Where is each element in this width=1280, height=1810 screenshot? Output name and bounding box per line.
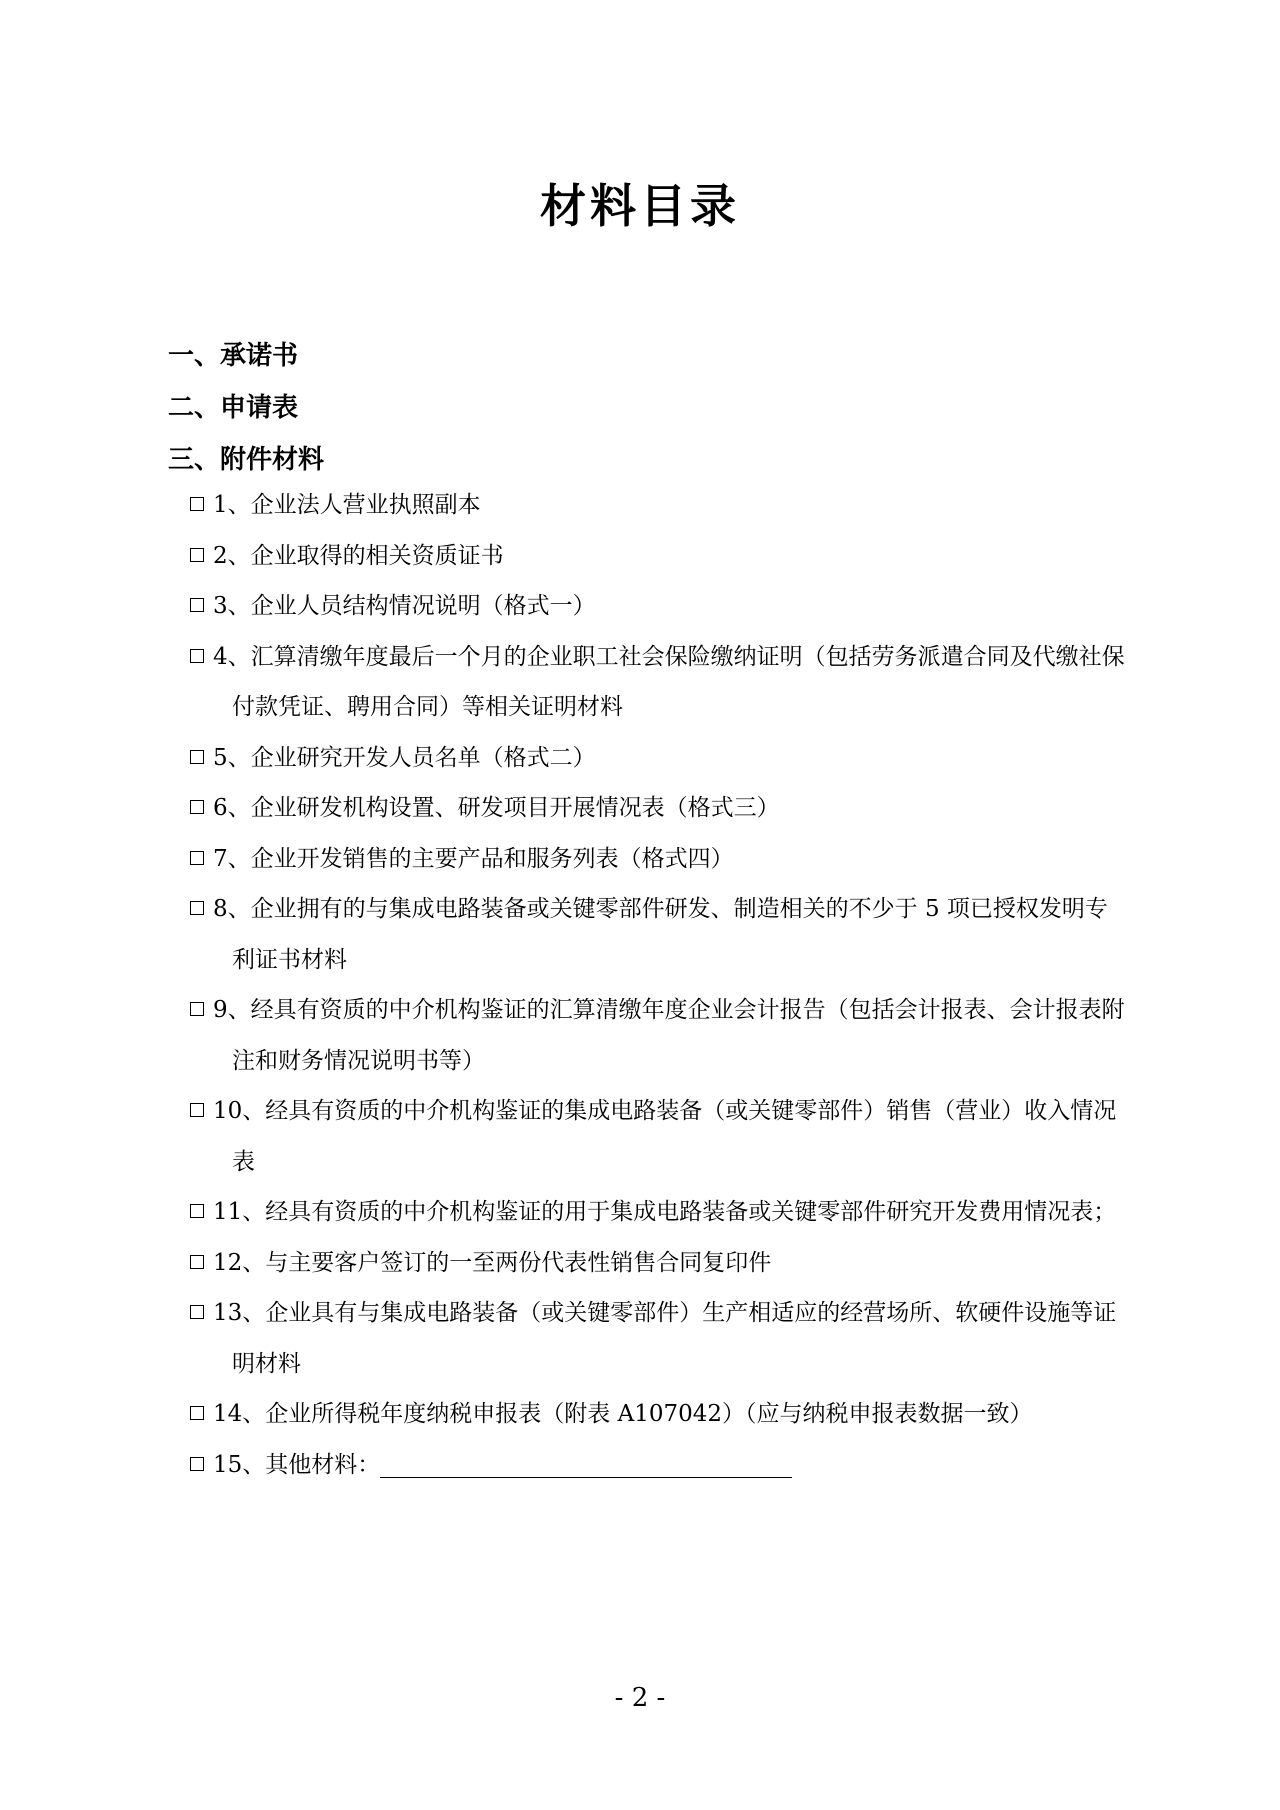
checklist-item (190, 480, 1130, 531)
checklist-item (190, 1440, 1130, 1491)
checklist-item (190, 1238, 1130, 1289)
document-title: 材料目录 (540, 179, 740, 233)
checklist-item-label: 8、企业拥有的与集成电路装备或关键零部件研发、制造相关的不少于 5 项已授权发明专利证书材料 (213, 896, 1108, 973)
checklist-item (190, 783, 1130, 834)
section-list (168, 330, 324, 486)
checkbox-icon[interactable] (190, 598, 204, 612)
checkbox-icon[interactable] (190, 1255, 204, 1269)
checkbox-icon[interactable] (190, 548, 204, 562)
checkbox-icon[interactable] (190, 851, 204, 865)
checkbox-icon[interactable] (190, 497, 204, 511)
checklist-item-label: 5、企业研究开发人员名单（格式二） (213, 744, 596, 771)
checklist-item (190, 884, 1130, 985)
checklist-item (190, 531, 1130, 582)
checklist-item-label: 6、企业研发机构设置、研发项目开展情况表（格式三） (213, 795, 780, 821)
checkbox-icon[interactable] (190, 1204, 204, 1218)
other-materials-blank-line[interactable] (380, 1476, 792, 1478)
checklist-item-label: 1、企业法人营业执照副本 (213, 492, 481, 518)
checklist-item-label: 7、企业开发销售的主要产品和服务列表（格式四） (213, 845, 734, 872)
checklist-item-label: 13、企业具有与集成电路装备（或关键零部件）生产相适应的经营场所、软硬件设施等证明材料 (213, 1300, 1117, 1377)
checklist-item-label: 9、经具有资质的中介机构鉴证的汇算清缴年度企业会计报告（包括会计报表、会计报表附注和财务情况说明书等） (213, 997, 1125, 1074)
checklist-item-label: 15、其他材料： (213, 1451, 381, 1478)
checkbox-icon[interactable] (190, 1457, 204, 1471)
checklist-item (190, 581, 1130, 632)
checkbox-icon[interactable] (190, 1305, 204, 1319)
attachment-checklist (190, 480, 1130, 1490)
checklist-item-label: 2、企业取得的相关资质证书 (213, 542, 504, 569)
checklist-item (190, 733, 1130, 784)
checkbox-icon[interactable] (190, 649, 204, 663)
checkbox-icon[interactable] (190, 901, 204, 915)
checklist-item (190, 1187, 1130, 1238)
checklist-item (190, 1086, 1130, 1187)
section-commitment: 一、承诺书 (168, 341, 299, 371)
checklist-item (190, 985, 1130, 1086)
checklist-item-label: 14、企业所得税年度纳税申报表（附表 A107042）（应与纳税申报表数据一致） (213, 1401, 1033, 1427)
section-application-form: 二、申请表 (168, 393, 299, 423)
checklist-item (190, 1389, 1130, 1440)
checklist-item (190, 1288, 1130, 1389)
checkbox-icon[interactable] (190, 1103, 204, 1117)
section-attachments: 三、附件材料 (168, 445, 325, 475)
checklist-item-label: 4、汇算清缴年度最后一个月的企业职工社会保险缴纳证明（包括劳务派遣合同及代缴社保付款凭证、聘用合同）等相关证明材料 (213, 643, 1125, 720)
checkbox-icon[interactable] (190, 1002, 204, 1016)
checkbox-icon[interactable] (190, 800, 204, 814)
checklist-item (190, 632, 1130, 733)
checklist-item-label: 11、经具有资质的中介机构鉴证的用于集成电路装备或关键零部件研究开发费用情况表； (213, 1199, 1117, 1225)
page-number: - 2 - (614, 1683, 666, 1713)
checkbox-icon[interactable] (190, 750, 204, 764)
checklist-item (190, 834, 1130, 885)
checklist-item-label: 3、企业人员结构情况说明（格式一） (213, 593, 596, 619)
checklist-item-label: 10、经具有资质的中介机构鉴证的集成电路装备（或关键零部件）销售（营业）收入情况表 (213, 1098, 1117, 1175)
checkbox-icon[interactable] (190, 1406, 204, 1420)
checklist-item-label: 12、与主要客户签订的一至两份代表性销售合同复印件 (213, 1249, 772, 1276)
